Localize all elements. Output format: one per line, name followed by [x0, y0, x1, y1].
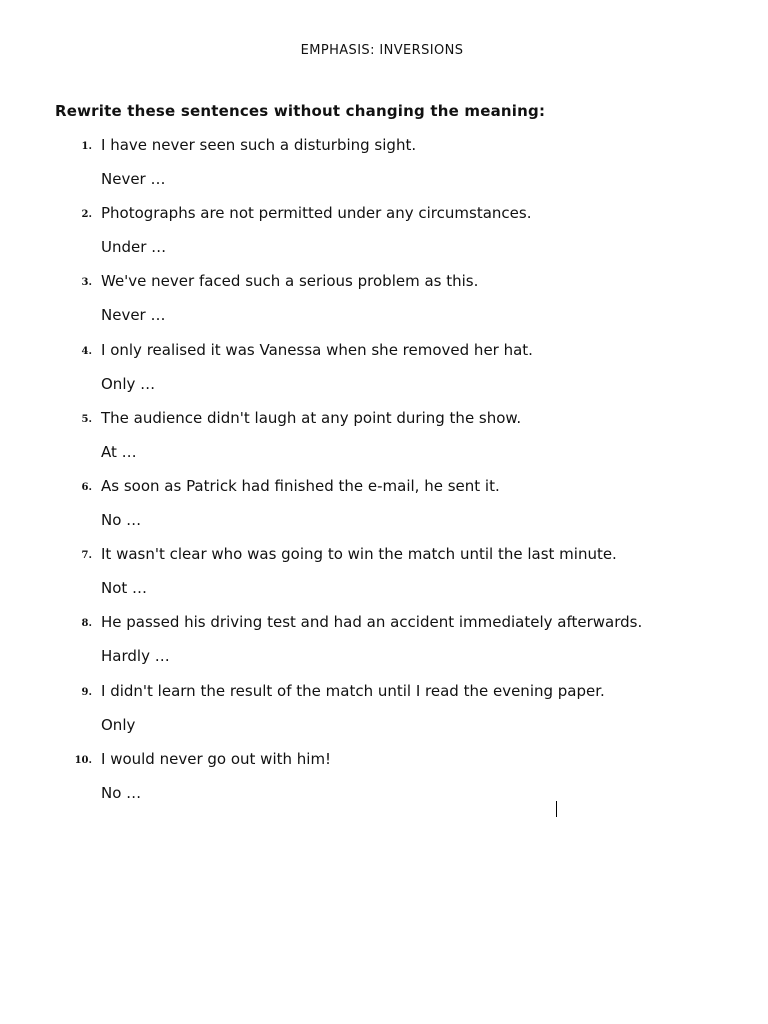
instruction-text[interactable]: Rewrite these sentences without changing the meaning:	[55, 102, 546, 120]
item-number: 7.	[81, 550, 92, 562]
item-prompt[interactable]: Hardly …	[101, 647, 170, 666]
document-title: EMPHASIS: INVERSIONS	[300, 43, 464, 58]
exercise-item	[0, 341, 768, 409]
exercise-item	[0, 682, 768, 750]
exercise-item	[0, 545, 768, 613]
exercise-item	[0, 136, 768, 204]
item-prompt[interactable]: At …	[101, 442, 137, 461]
item-sentence[interactable]: It wasn't clear who was going to win the match until the last minute.	[101, 545, 617, 564]
item-prompt[interactable]: Never …	[101, 170, 166, 188]
text-cursor	[556, 801, 557, 817]
item-sentence[interactable]: He passed his driving test and had an accident immediately afterwards.	[101, 613, 643, 632]
item-number: 5.	[81, 413, 92, 425]
item-sentence[interactable]: As soon as Patrick had finished the e-mail, he sent it.	[101, 476, 500, 495]
item-number: 4.	[81, 345, 92, 357]
item-prompt[interactable]: Under …	[101, 238, 167, 257]
item-prompt[interactable]: Only	[101, 715, 136, 734]
item-number: 8.	[81, 618, 92, 630]
item-sentence[interactable]: Photographs are not permitted under any circumstances.	[101, 204, 532, 223]
item-prompt[interactable]: Never …	[101, 306, 166, 325]
item-sentence[interactable]: I have never seen such a disturbing sight.	[101, 136, 417, 154]
item-number: 10.	[74, 754, 92, 766]
exercise-item	[0, 613, 768, 681]
item-number: 2.	[81, 209, 92, 221]
exercise-item	[0, 750, 768, 818]
exercise-list	[0, 136, 768, 818]
exercise-item	[0, 204, 768, 272]
item-prompt[interactable]: Only …	[101, 374, 156, 393]
item-prompt[interactable]: No …	[101, 510, 142, 529]
item-sentence[interactable]: The audience didn't laugh at any point during the show.	[101, 408, 522, 427]
exercise-item	[0, 409, 768, 477]
item-number: 9.	[81, 686, 92, 698]
item-sentence[interactable]: I only realised it was Vanessa when she removed her hat.	[101, 340, 533, 359]
exercise-item	[0, 272, 768, 340]
item-prompt[interactable]: No …	[101, 783, 142, 802]
item-number: 6.	[81, 481, 92, 493]
item-number: 1.	[81, 141, 92, 152]
item-number: 3.	[81, 277, 92, 289]
item-prompt[interactable]: Not …	[101, 579, 148, 598]
item-sentence[interactable]: We've never faced such a serious problem as this.	[101, 272, 479, 291]
item-sentence[interactable]: I didn't learn the result of the match until I read the evening paper.	[101, 681, 605, 700]
item-sentence[interactable]: I would never go out with him!	[101, 749, 332, 768]
exercise-item	[0, 477, 768, 545]
